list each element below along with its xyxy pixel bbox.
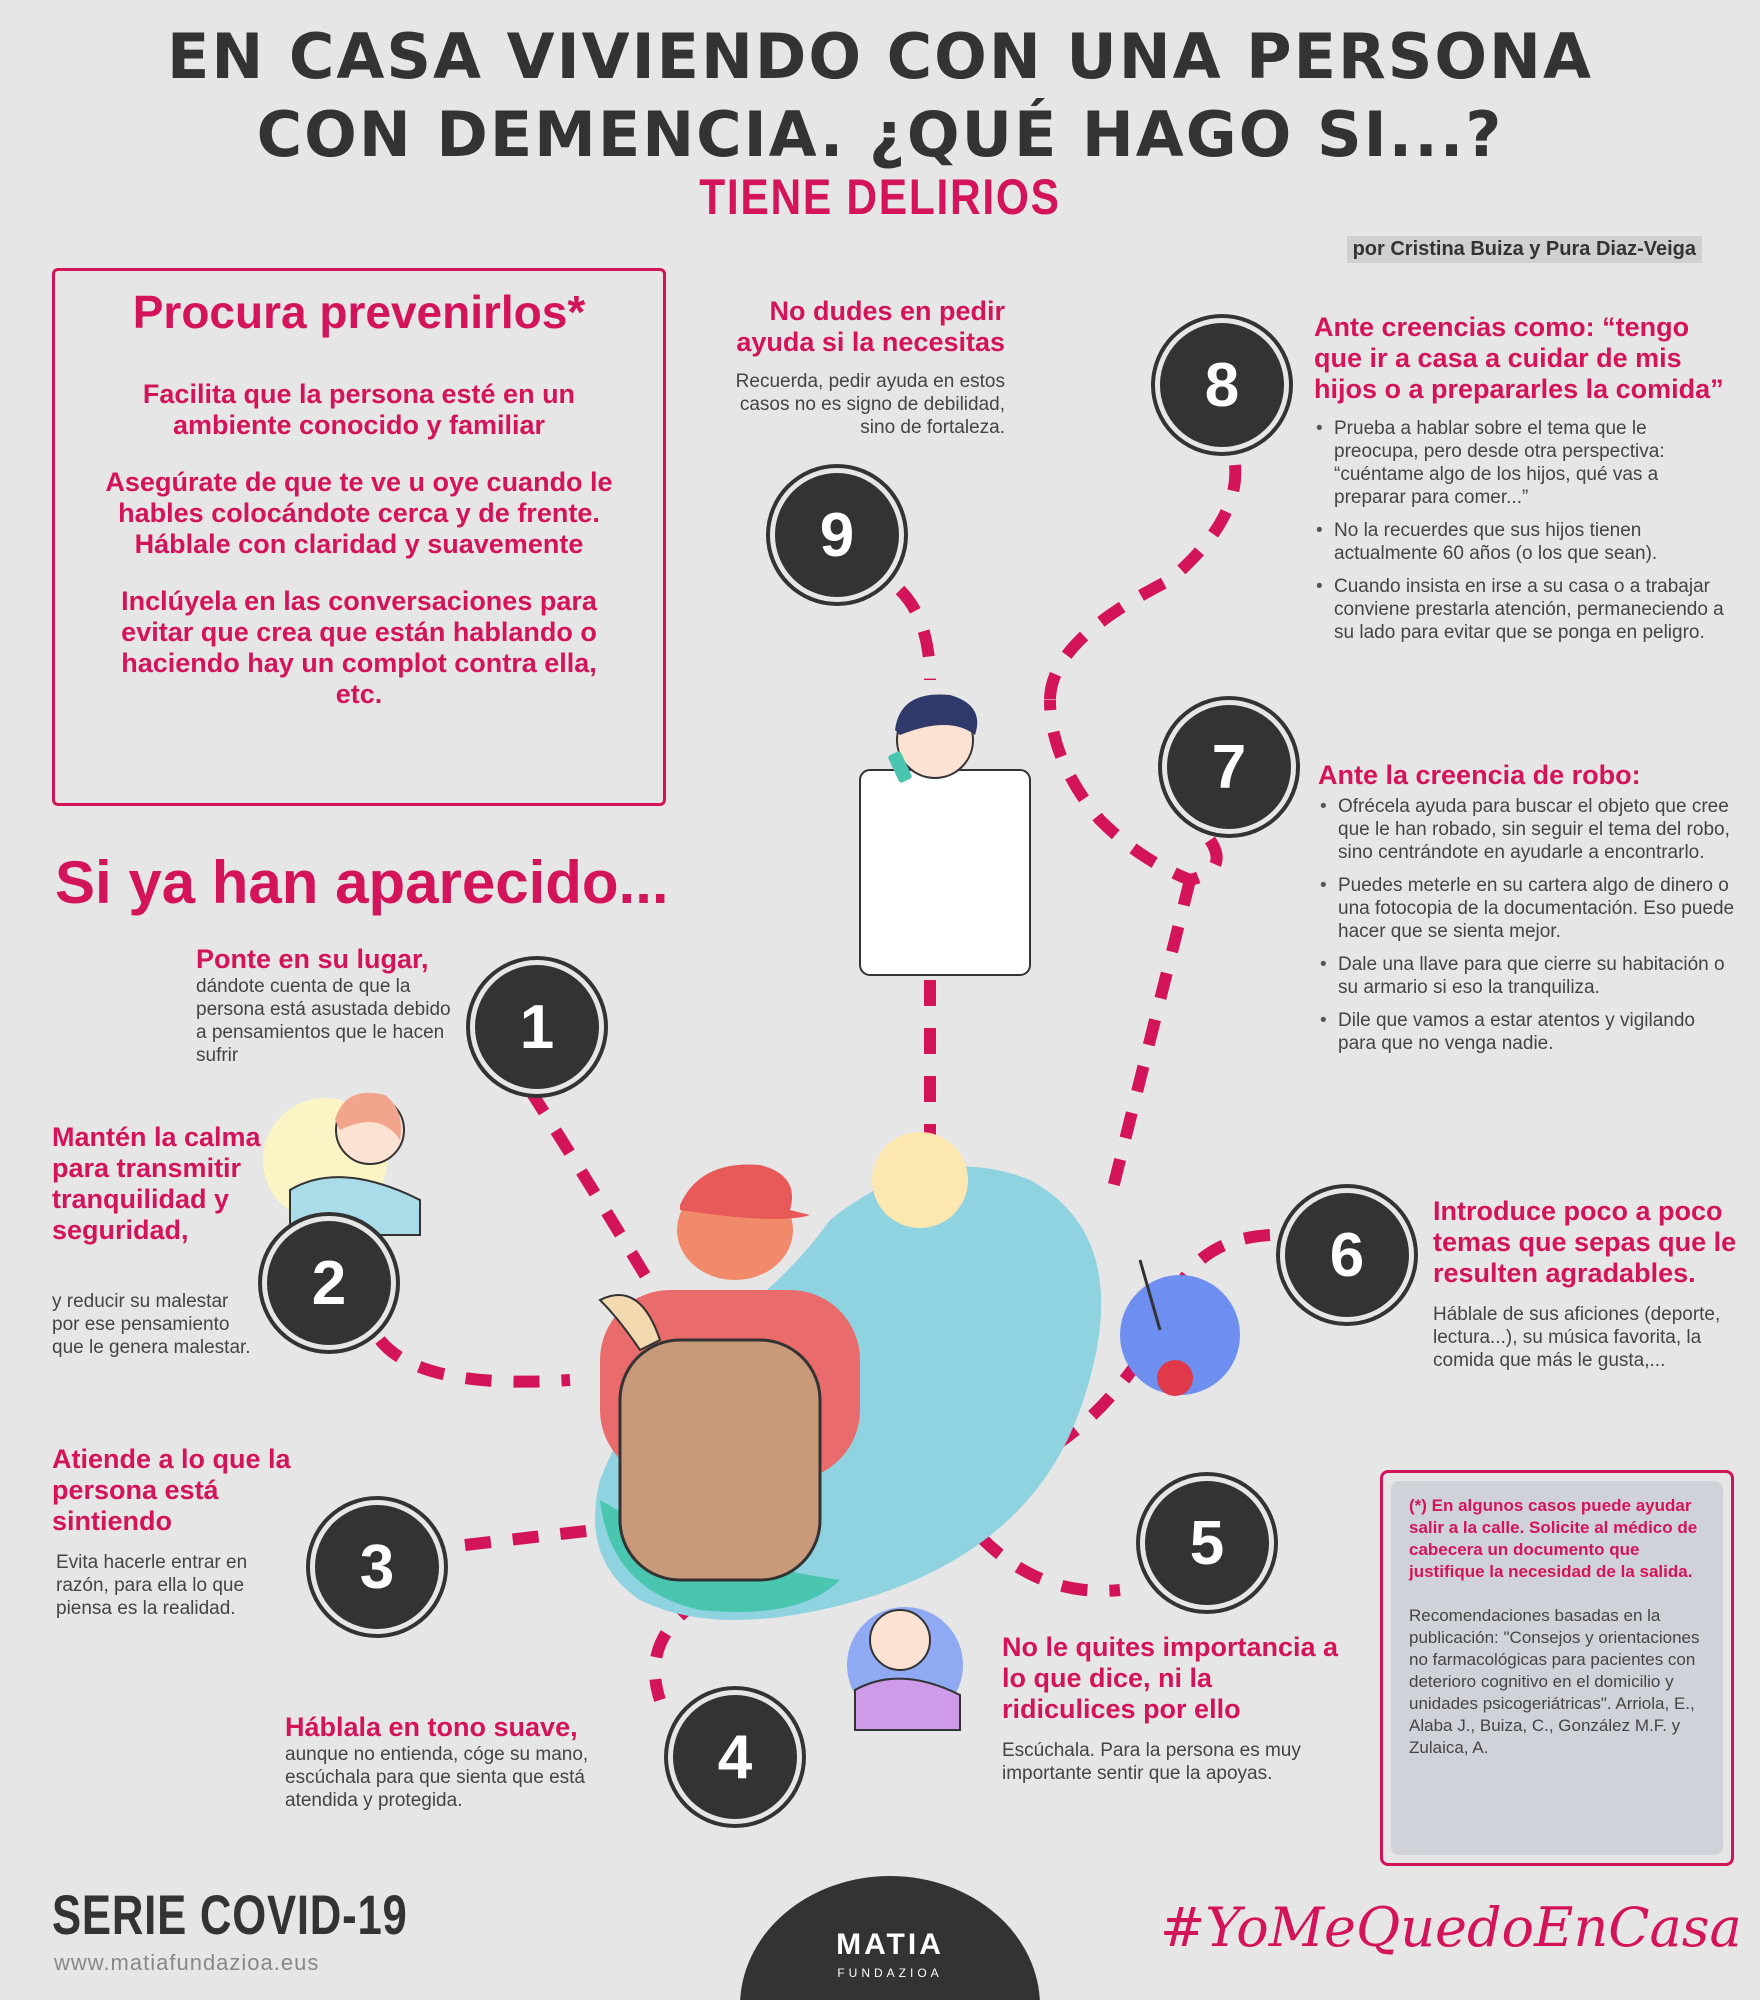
matia-logo-sub: FUNDAZIOA — [837, 1966, 943, 1980]
blob-sun — [872, 1132, 968, 1228]
step-5-heading: No le quites importancia a lo que dice, ni la ridiculices por ello — [1002, 1632, 1339, 1724]
path-1 — [530, 1090, 660, 1300]
step-2-number: 2 — [262, 1216, 396, 1350]
path-2 — [380, 1340, 570, 1382]
step-2-heading: Mantén la calma para transmitir tranquilidad y seguridad, — [52, 1122, 261, 1245]
step-6-body: Háblale de sus aficiones (deporte, lectura...), su música favorita, la comida que más le gusta,... — [1433, 1304, 1721, 1371]
prevent-item-3: Inclúyela en las conversaciones para evitar que crea que están hablando o haciendo hay un complot contra ella, etc. — [121, 586, 597, 709]
authors-credit: por Cristina Buiza y Pura Diaz-Veiga — [1347, 236, 1702, 263]
path-9 — [900, 590, 930, 680]
step-4-body: aunque no entienda, cóge su mano, escúchala para que sienta que está atendida y protegida. — [285, 1744, 589, 1811]
person-cap — [680, 1165, 810, 1220]
prevent-title: Procura prevenirlos* — [132, 286, 586, 338]
prevent-box — [52, 268, 666, 806]
note-reference: Recomendaciones basadas en la publicación: "Consejos y orientaciones no farmacológicas para pacientes con deterioro cognitivo en el domicilio y unidades psicogeriátricas". Arriola, E., Alaba J., Buiza, C., González M.F. y Zulaica, A. — [1409, 1606, 1700, 1757]
step-7-bullet: • Dale una llave para que cierre su habitación o su armario si eso la tranquiliza. — [1318, 953, 1738, 999]
step-1-heading: Ponte en su lugar, — [196, 944, 429, 974]
path-7 — [1110, 880, 1190, 1200]
phone-man-body — [860, 770, 1030, 975]
step-4 — [285, 1712, 655, 1812]
step-5-body: Escúchala. Para la persona es muy importante sentir que la apoyas. — [1002, 1740, 1301, 1784]
step-9-body: Recuerda, pedir ayuda en estos casos no es signo de debilidad, sino de fortaleza. — [735, 371, 1005, 438]
yarn-ball — [1157, 1360, 1193, 1396]
step-2 — [52, 1122, 267, 1246]
step-6 — [1433, 1196, 1743, 1372]
backpack — [620, 1340, 820, 1580]
page-subtitle: TIENE DELIRIOS — [699, 169, 1061, 225]
step-5 — [1002, 1632, 1352, 1785]
step-1-body: dándote cuenta de que la persona está asustada debido a pensamientos que le hacen sufrir — [196, 976, 451, 1066]
step-3-heading: Atiende a lo que la persona está sintiendo — [52, 1444, 291, 1536]
path-8 — [1050, 465, 1235, 700]
step-7-heading: Ante la creencia de robo: — [1318, 760, 1641, 790]
path-3 — [465, 1530, 595, 1545]
step-5-number: 5 — [1140, 1476, 1274, 1610]
step-9-number: 9 — [770, 468, 904, 602]
step-2-body: y reducir su malestar por ese pensamiento que le genera malestar. — [52, 1291, 251, 1358]
step-8 — [1314, 312, 1734, 654]
matia-logo: MATIA — [836, 1928, 944, 1961]
step-2-body-wrap — [52, 1290, 252, 1359]
step-7 — [1318, 760, 1738, 1065]
step-8-heading: Ante creencias como: “tengo que ir a casa a cuidar de mis hijos o a prepararles la comida” — [1314, 312, 1724, 404]
serie-label: SERIE COVID-19 — [52, 1883, 408, 1946]
note-highlight: (*) En algunos casos puede ayudar salir a la calle. Solicite al médico de cabecera un documento que justifique la necesidad de la salida. — [1409, 1496, 1698, 1581]
step-3-number: 3 — [310, 1500, 444, 1634]
note-box — [1380, 1470, 1734, 1866]
step-7-number: 7 — [1162, 700, 1296, 834]
title-line-2: CON DEMENCIA. ¿QUÉ HAGO SI...? — [256, 98, 1504, 171]
step-8-bullet: • No la recuerdes que sus hijos tienen actualmente 60 años (o los que sean). — [1314, 519, 1734, 565]
step-9-heading: No dudes en pedir ayuda si la necesitas — [736, 296, 1005, 357]
step-1 — [196, 944, 456, 1067]
step-4-heading: Háblala en tono suave, — [285, 1712, 578, 1742]
step-1-number: 1 — [470, 960, 604, 1094]
step-9 — [700, 296, 1005, 439]
woman-listen-head — [870, 1610, 930, 1670]
step-7-bullet: • Ofrécela ayuda para buscar el objeto que cree que le han robado, sin seguir el tema del robo, sino centrándote en ayudarle a encontrarlo. — [1318, 795, 1738, 864]
step-6-heading: Introduce poco a poco temas que sepas que le resulten agradables. — [1433, 1196, 1737, 1288]
step-8-bullet: • Cuando insista en irse a su casa o a trabajar conviene prestarla atención, permaneciendo a su lado para evitar que se ponga en peligro. — [1314, 575, 1734, 644]
prevent-item-1: Facilita que la persona esté en un ambiente conocido y familiar — [142, 379, 576, 440]
step-3-body: Evita hacerle entrar en razón, para ella lo que piensa es la realidad. — [56, 1552, 248, 1619]
step-8-bullet: • Prueba a hablar sobre el tema que le preocupa, pero desde otra perspectiva: “cuéntame algo de los hijos, qué vas a preparar para comer...” — [1314, 417, 1734, 509]
step-7-bullet: • Dile que vamos a estar atentos y vigilando para que no venga nadie. — [1318, 1009, 1738, 1055]
step-3 — [52, 1444, 297, 1620]
step-8-number: 8 — [1155, 318, 1289, 452]
step-6-number: 6 — [1280, 1188, 1414, 1322]
title-line-1: EN CASA VIVIENDO CON UNA PERSONA — [167, 20, 1593, 93]
hashtag: #YoMeQuedoEnCasa — [1160, 1896, 1742, 1959]
website-url: www.matiafundazioa.eus — [54, 1950, 320, 1975]
step-4-number: 4 — [668, 1690, 802, 1824]
step-7-list — [1318, 795, 1738, 1055]
note-inner — [1391, 1481, 1723, 1855]
step-8-list — [1314, 417, 1734, 644]
appeared-title: Si ya han aparecido... — [55, 849, 669, 916]
step-7-bullet: • Puedes meterle en su cartera algo de dinero o una fotocopia de la documentación. Eso puede hacer que se sienta mejor. — [1318, 874, 1738, 943]
prevent-item-2: Asegúrate de que te ve u oye cuando le hables colocándote cerca y de frente. Háblale con claridad y suavemente — [105, 467, 613, 559]
